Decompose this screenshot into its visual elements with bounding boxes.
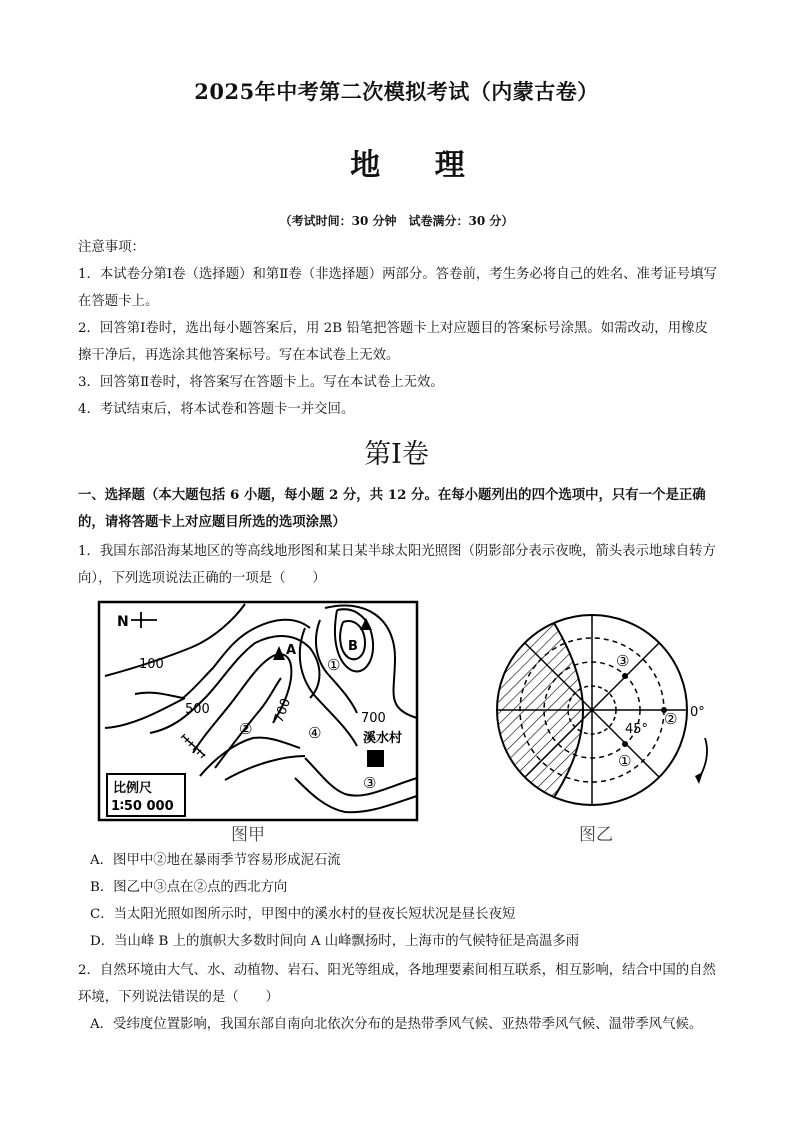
contour-label: 100	[139, 657, 164, 672]
longitude-label: 0°	[690, 705, 705, 720]
scale-label: 比例尺	[113, 781, 153, 796]
note-item: 2．回答第Ⅰ卷时，选出每小题答案后，用 2B 铅笔把答题卡上对应题目的答案标号涂黑。如需改动，用橡皮擦干净后，再选涂其他答案标号。写在本试卷上无效。	[78, 321, 708, 363]
illumination-map-figure	[487, 600, 737, 848]
contour-label: 700	[271, 696, 295, 725]
option-d: D．当山峰 B 上的旗帜大多数时间向 A 山峰飘扬时，上海市的气候特征是高温多雨	[90, 934, 580, 949]
north-label: N	[117, 614, 129, 630]
option-b: B．图乙中③点在②点的西北方向	[90, 880, 288, 895]
question-stem: 1．我国东部沿海某地区的等高线地形图和某日某半球太阳光照图（阴影部分表示夜晚，箭头表示地球自转方向），下列选项说法正确的一项是（ ）	[78, 544, 716, 586]
point-label: ③	[616, 652, 630, 670]
point-label: ②	[239, 720, 253, 738]
point-label: ②	[664, 710, 678, 728]
option-a: A．图甲中②地在暴雨季节容易形成泥石流	[90, 853, 341, 868]
point-label: ④	[308, 724, 322, 742]
notes-heading: 注意事项：	[78, 240, 145, 255]
note-item: 3．回答第Ⅱ卷时，将答案写在答题卡上。写在本试卷上无效。	[78, 375, 444, 390]
option-c: C．当太阳光照如图所示时，甲图中的溪水村的昼夜长短状况是昼长夜短	[90, 907, 516, 922]
village-label: 溪水村	[363, 731, 403, 746]
point-label: ①	[327, 656, 341, 674]
option-a: A．受纬度位置影响，我国东部自南向北依次分布的是热带季风气候、亚热带季风气候、温带季风气候。	[90, 1017, 703, 1032]
contour-label: 700	[361, 711, 386, 726]
angle-label: 45°	[625, 722, 649, 737]
point-label: ①	[618, 752, 632, 770]
peak-label: A	[286, 643, 297, 658]
figure-caption: 图乙	[579, 825, 613, 845]
exam-info: （考试时间：30 分钟 试卷满分：30 分）	[279, 214, 514, 228]
scale-value: 1∶50 000	[111, 799, 174, 814]
subject-title: 地 理	[350, 148, 487, 183]
note-item: 1．本试卷分第Ⅰ卷（选择题）和第Ⅱ卷（非选择题）两部分。答卷前，考生务必将自己的姓名、准考证号填写在答题卡上。	[78, 267, 717, 309]
figure-caption: 图甲	[231, 825, 265, 844]
exam-title: 2025年中考第二次模拟考试（内蒙古卷）	[194, 79, 599, 104]
point-label: ③	[363, 774, 377, 792]
section-heading: 一、选择题（本大题包括 6 小题，每小题 2 分，共 12 分。在每小题列出的四个选项中，只有一个是正确的，请将答题卡上对应题目所选的选项涂黑）	[78, 487, 706, 530]
contour-map-figure	[95, 598, 427, 844]
peak-label: B	[348, 639, 358, 654]
contour-label: 500	[185, 702, 210, 717]
village-marker-icon	[367, 750, 384, 767]
note-item: 4．考试结束后，将本试卷和答题卡一并交回。	[78, 402, 355, 417]
question-stem: 2．自然环境由大气、水、动植物、岩石、阳光等组成，各地理要素间相互联系，相互影响，结合中国的自然环境，下列说法错误的是（ ）	[78, 963, 716, 1005]
volume-heading: 第Ⅰ卷	[364, 439, 429, 470]
